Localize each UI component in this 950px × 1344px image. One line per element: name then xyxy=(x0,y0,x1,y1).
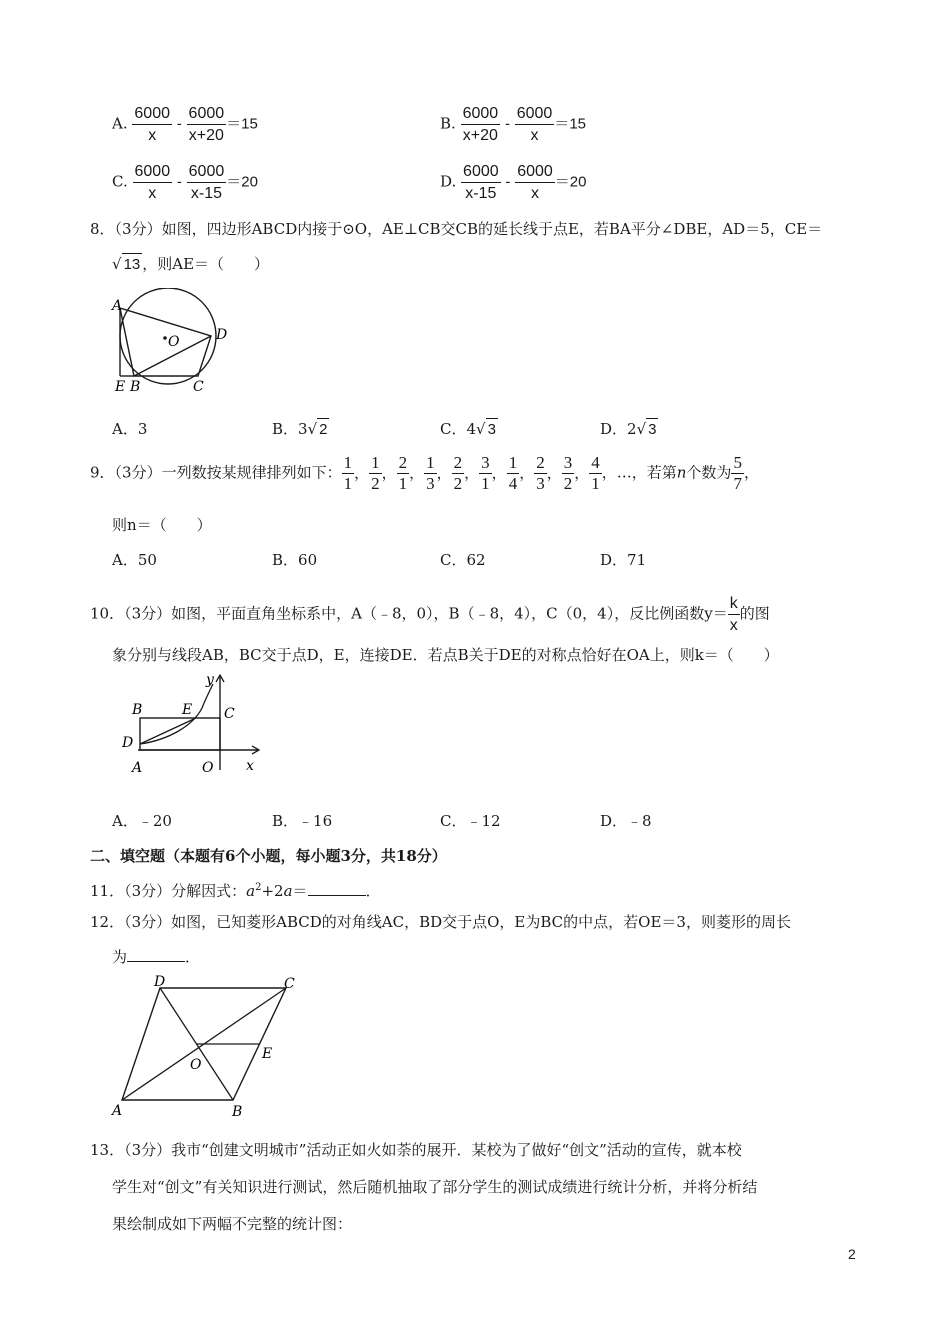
sequence-separator: ， xyxy=(464,463,480,482)
q10-option-d: D．﹣8 xyxy=(600,812,652,830)
sequence-fraction: $\frac{2}{1}$ xyxy=(398,453,408,493)
page-number: 2 xyxy=(848,1246,856,1262)
q12-stem-line2: 为 ． xyxy=(112,948,201,966)
q10-stem-line1: 10．（3分）如图，平面直角坐标系中，A（﹣8，0），B（﹣8，4），C（0，4），反比例函数y＝ $\frac{k}{x}$ 的图 xyxy=(90,595,770,634)
sequence-separator: ， xyxy=(491,463,507,482)
q10-option-b: B．﹣16 xyxy=(272,812,333,830)
q7-option-d: D. $\frac{6000}{x-15}$ - $\frac{6000}{x}$ ＝20 xyxy=(440,163,587,202)
hyperbola-curve xyxy=(140,684,213,744)
label-d: D xyxy=(122,735,134,751)
label-c: C xyxy=(284,976,295,992)
label-e: E xyxy=(182,702,193,718)
label-d: D xyxy=(216,327,228,343)
label-e: E xyxy=(115,379,126,395)
label-c: C xyxy=(193,379,204,395)
label-b: B xyxy=(132,702,143,718)
answer-blank[interactable] xyxy=(127,947,185,962)
sequence-separator: ， xyxy=(354,463,370,482)
label-a: A xyxy=(112,1103,123,1119)
label-x: x xyxy=(246,758,254,774)
sequence-separator: ， xyxy=(436,463,452,482)
center-dot xyxy=(163,336,167,340)
q12-figure xyxy=(108,972,308,1120)
q10-option-a: A．﹣20 xyxy=(112,812,172,830)
q13-stem-line1: 13．（3分）我市“创建文明城市”活动正如火如荼的展开．某校为了做好“创文”活动的宣传，就本校 xyxy=(90,1141,742,1159)
section-title: 二、填空题（本题有6个小题，每小题3分，共18分） xyxy=(90,847,447,865)
sequence-fraction: $\frac{1}{4}$ xyxy=(508,453,518,493)
label-b: B xyxy=(130,379,141,395)
segment-de xyxy=(140,718,196,744)
q8-option-c: C．4√ 3 xyxy=(440,418,498,441)
label-o: O xyxy=(190,1057,202,1073)
q13-stem-line3: 果绘制成如下两幅不完整的统计图： xyxy=(112,1215,353,1233)
sequence-fraction: $\frac{1}{1}$ xyxy=(343,453,353,493)
sequence-fraction: $\frac{1}{2}$ xyxy=(371,453,380,493)
q9-option-d: D．71 xyxy=(600,551,647,569)
label-o: O xyxy=(168,334,180,350)
q9-target-fraction: $\frac{5}{7}$ xyxy=(733,453,742,493)
q9-sequence xyxy=(342,453,602,493)
sequence-fraction: $\frac{3}{1}$ xyxy=(481,453,490,493)
q8-stem-line1: 8．（3分）如图，四边形ABCD内接于⊙O，AE⊥CB交CB的延长线于点E，若BA平分∠DBE，AD＝5，CE＝ xyxy=(90,220,823,238)
sequence-fraction: $\frac{2}{2}$ xyxy=(453,453,463,493)
quadrilateral-abcd xyxy=(120,308,211,376)
q7-option-c: C. $\frac{6000}{x}$ - $\frac{6000}{x-15}$ ＝20 xyxy=(112,163,258,202)
sequence-separator: ， xyxy=(381,463,397,482)
sequence-separator: ， xyxy=(409,463,425,482)
label-d: D xyxy=(154,974,166,990)
q7-option-b: B. $\frac{6000}{x+20}$ - $\frac{6000}{x}$ ＝15 xyxy=(440,105,587,144)
sqrt-13: √ 13 xyxy=(112,253,142,276)
sequence-separator: ， xyxy=(574,463,590,482)
label-c: C xyxy=(224,706,235,722)
q9-option-c: C．62 xyxy=(440,551,486,569)
sequence-separator: ， xyxy=(546,463,562,482)
answer-blank[interactable] xyxy=(308,881,366,896)
q10-option-c: C．﹣12 xyxy=(440,812,501,830)
label-b: B xyxy=(232,1104,243,1120)
label-y: y xyxy=(206,672,214,688)
label-a: A xyxy=(112,298,123,314)
label-a: A xyxy=(132,760,143,776)
q13-stem-line2: 学生对“创文”有关知识进行测试，然后随机抽取了部分学生的测试成绩进行统计分析，并将分析结 xyxy=(112,1178,758,1196)
q8-option-b: B．3√ 2 xyxy=(272,418,329,441)
q10-stem-line2: 象分别与线段AB，BC交于点D，E，连接DE．若点B关于DE的对称点恰好在OA上，则k＝（ ） xyxy=(112,646,779,664)
q8-option-a: A．3 xyxy=(112,420,148,438)
sequence-fraction: $\frac{3}{2}$ xyxy=(563,453,573,493)
q9-stem-line1: 9．（3分）一列数按某规律排列如下： $\frac{1}{1}$ ， $\frac{1}{2}$ ， $\frac{2}{1}$ ， $\frac{1}{3}$ ， $\frac{2}{2}$ ， $\frac{3}{1}$ ， $\frac{1}{4}$ ， $\frac{2}{3}$ ， $\frac{3}{2}$ ， $\frac{4}{1}$ ，…，若第n个数为 $\frac{5}{7}$ ， xyxy=(90,453,759,493)
q8-option-d: D．2√ 3 xyxy=(600,418,658,441)
q8-stem-line2: √ 13 ，则AE＝（ ） xyxy=(112,253,269,276)
q9-option-a: A．50 xyxy=(112,551,157,569)
q8-figure xyxy=(108,288,238,398)
sequence-separator: ， xyxy=(519,463,535,482)
q10-figure xyxy=(118,670,268,780)
sequence-fraction: $\frac{1}{3}$ xyxy=(426,453,435,493)
q12-stem-line1: 12．（3分）如图，已知菱形ABCD的对角线AC，BD交于点O，E为BC的中点，若OE＝3，则菱形的周长 xyxy=(90,913,791,931)
sequence-fraction: $\frac{4}{1}$ xyxy=(591,453,600,493)
label-e: E xyxy=(262,1046,273,1062)
q9-option-b: B．60 xyxy=(272,551,318,569)
sequence-fraction: $\frac{2}{3}$ xyxy=(536,453,545,493)
q11-stem: 11．（3分）分解因式：$a^2+2a=$ ． xyxy=(90,882,381,900)
q7-option-a: A. $\frac{6000}{x}$ - $\frac{6000}{x+20}$ ＝15 xyxy=(112,105,258,144)
q9-stem-line2: 则n＝（ ） xyxy=(112,516,212,534)
label-o: O xyxy=(202,760,214,776)
k-over-x: $\frac{k}{x}$ xyxy=(729,595,738,634)
rectangle-abco xyxy=(140,718,220,750)
